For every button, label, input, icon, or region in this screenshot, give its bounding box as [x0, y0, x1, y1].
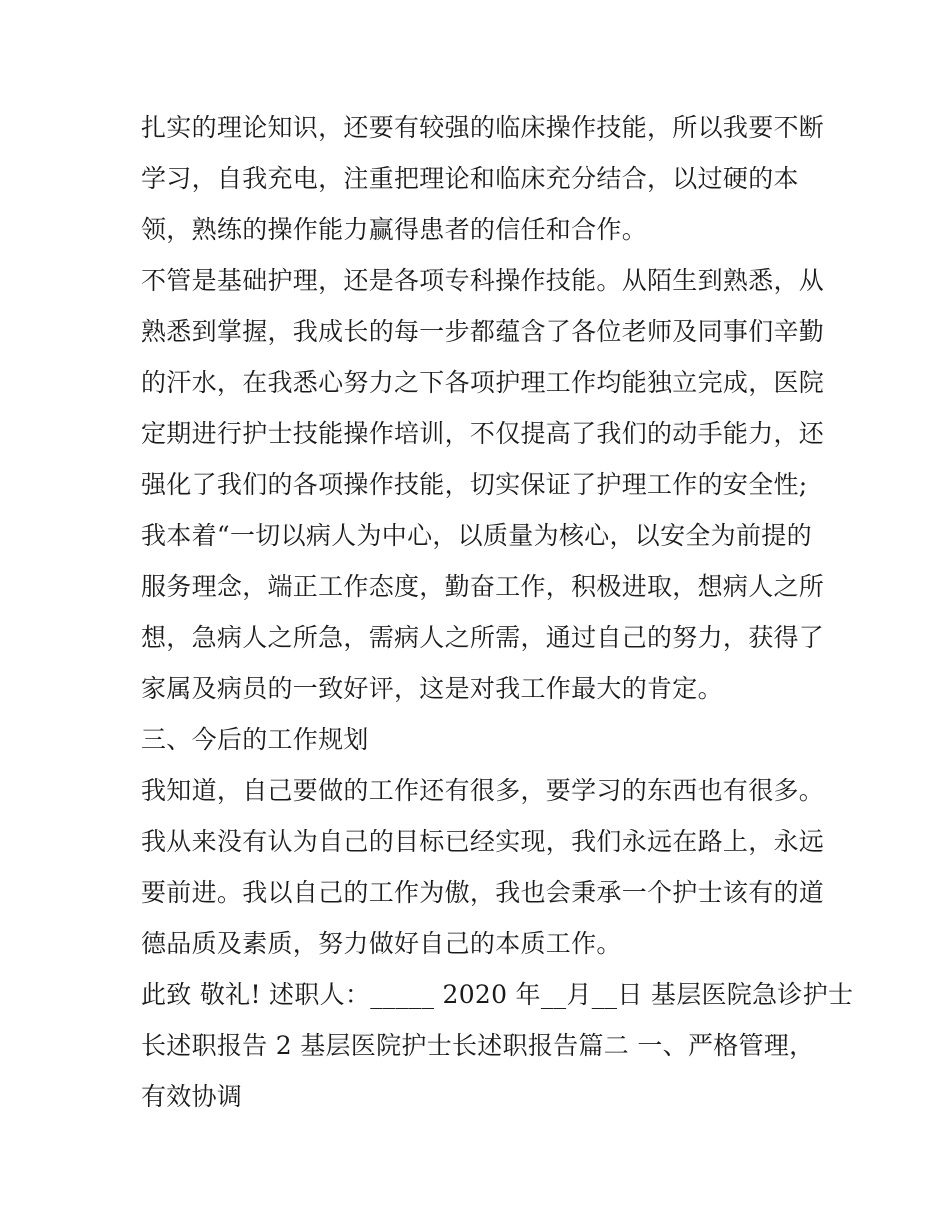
text-line: 要前进。我以自己的工作为傲，我也会秉承一个护士该有的道: [141, 878, 825, 907]
text-line: 强化了我们的各项操作技能，切实保证了护理工作的安全性;: [141, 470, 808, 499]
document-body: [141, 102, 854, 1122]
text-line: 学习，自我充电，注重把理论和临床充分结合，以过硬的本: [141, 164, 799, 193]
text-line: 想，急病人之所急，需病人之所需，通过自己的努力，获得了: [141, 623, 825, 652]
text-line: 领，熟练的操作能力赢得患者的信任和合作。: [141, 215, 648, 244]
text-line: 服务理念，端正工作态度，勤奋工作，积极进取，想病人之所: [141, 572, 825, 601]
text-line: 定期进行护士技能操作培训，不仅提高了我们的动手能力，还: [141, 419, 825, 448]
text-line: 扎实的理论知识，还要有较强的临床操作技能，所以我要不断: [141, 113, 825, 142]
text-line: 德品质及素质，努力做好自己的本质工作。: [141, 929, 622, 958]
text-line: 家属及病员的一致好评，这是对我工作最大的肯定。: [141, 674, 723, 703]
text-line: 长述职报告 2 基层医院护士长述职报告篇二 一、严格管理，: [141, 1031, 815, 1060]
text-line: 不管是基础护理，还是各项专科操作技能。从陌生到熟悉，从: [141, 266, 825, 295]
text-line: 熟悉到掌握，我成长的每一步都蕴含了各位老师及同事们辛勤: [141, 317, 825, 346]
section-heading: 三、今后的工作规划: [141, 725, 369, 754]
text-line: 的汗水，在我悉心努力之下各项护理工作均能独立完成，医院: [141, 368, 825, 397]
signature-line: 此致 敬礼! 述职人：_____ 2020 年__月__日 基层医院急诊护士: [141, 980, 854, 1009]
text-line: 我本着“一切以病人为中心，以质量为核心，以安全为前提的: [141, 521, 812, 550]
text-line: 有效协调: [141, 1082, 243, 1111]
text-line: 我从来没有认为自己的目标已经实现，我们永远在路上，永远: [141, 827, 825, 856]
text-line: 我知道，自己要做的工作还有很多，要学习的东西也有很多。: [141, 776, 825, 805]
